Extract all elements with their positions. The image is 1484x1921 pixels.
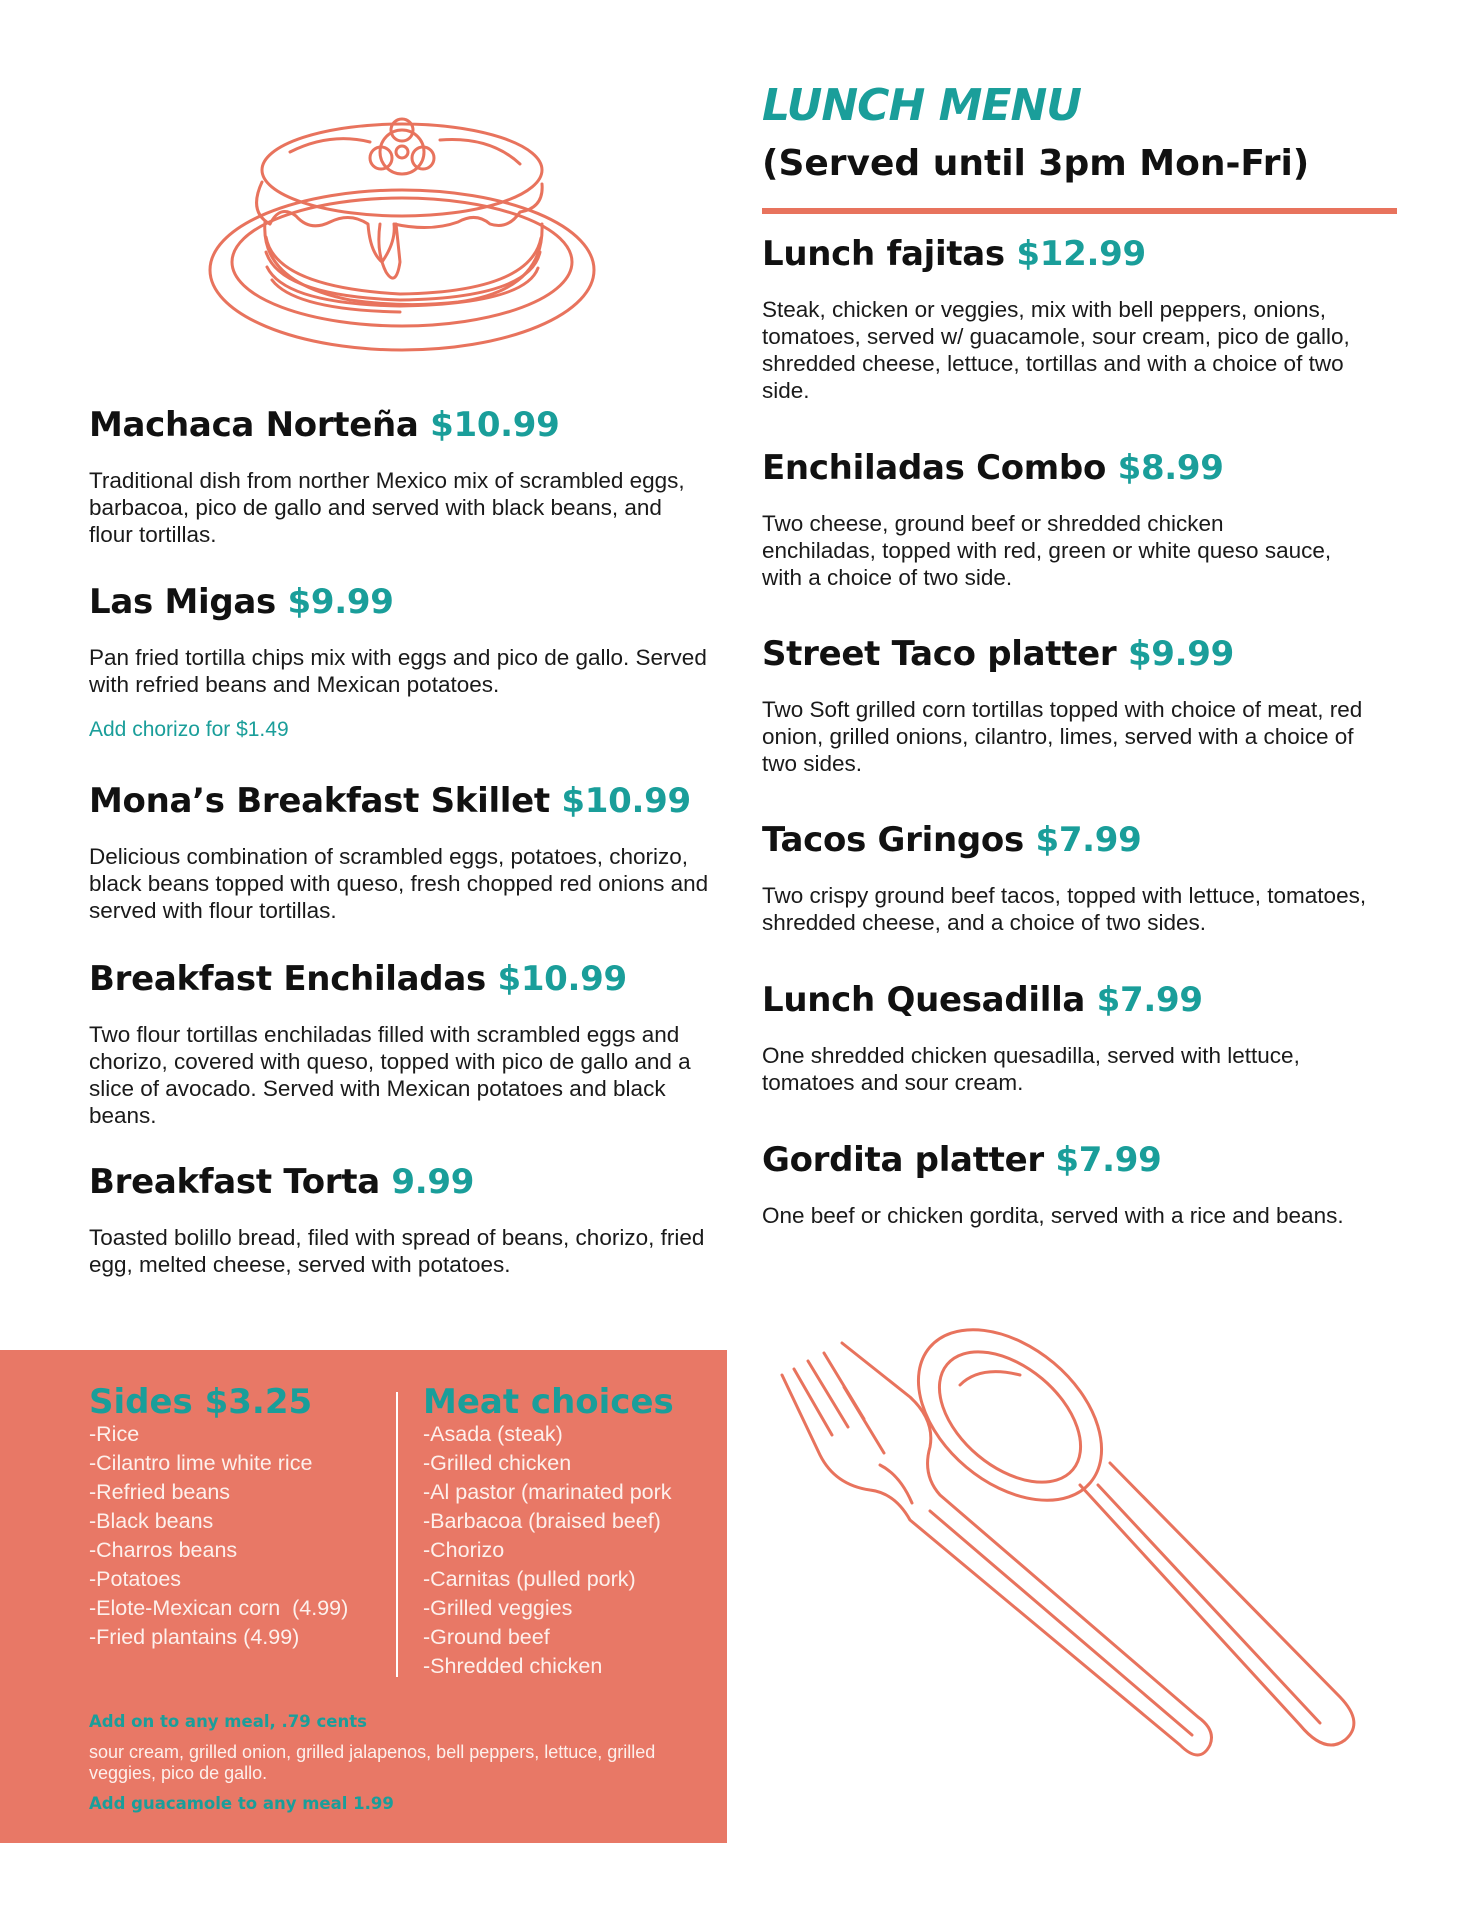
breakfast-item-skillet	[89, 781, 729, 924]
lunch-item-quesadilla	[762, 980, 1402, 1096]
list-item: -Fried plantains (4.99)	[89, 1625, 300, 1649]
list-item: -Carnitas (pulled pork)	[423, 1567, 636, 1591]
item-price: 9.99	[391, 1162, 475, 1202]
lunch-item-street-taco	[762, 634, 1402, 777]
item-description: Delicious combination of scrambled eggs, potatoes, chorizo, black beans topped with queso, fresh chopped red onions and served with flour tortillas.	[89, 844, 709, 923]
list-item: -Elote-Mexican corn (4.99)	[89, 1596, 349, 1620]
meats-title: Meat choices	[423, 1382, 674, 1422]
item-price: $10.99	[497, 959, 627, 999]
list-item: -Refried beans	[89, 1480, 231, 1504]
item-description: Steak, chicken or veggies, mix with bell peppers, onions, tomatoes, served w/ guacamole, sour cream, pico de gallo, shredded cheese, lettuce, tortillas and with a choice of two side.	[762, 297, 1350, 403]
addons-text: sour cream, grilled onion, grilled jalapenos, bell peppers, lettuce, grilled veggies, pico de gallo.	[89, 1742, 656, 1783]
item-description: Two Soft grilled corn tortillas topped with choice of meat, red onion, grilled onions, cilantro, limes, served with a choice of two sides.	[762, 697, 1363, 776]
pancakes-icon	[200, 112, 605, 362]
lunch-item-tacos-gringos	[762, 820, 1402, 936]
list-item: -Al pastor (marinated pork	[423, 1480, 672, 1504]
sides-panel	[0, 1350, 727, 1843]
item-description: Pan fried tortilla chips mix with eggs and pico de gallo. Served with refried beans and Mexican potatoes.	[89, 645, 707, 697]
item-title: Las Migas $9.99	[89, 582, 394, 622]
item-description: Two cheese, ground beef or shredded chicken enchiladas, topped with red, green or white queso sauce, with a choice of two side.	[762, 511, 1332, 590]
breakfast-item-migas	[89, 582, 719, 742]
list-item: -Cilantro lime white rice	[89, 1451, 313, 1475]
fork-and-spoon-icon	[780, 1325, 1420, 1795]
lunch-item-fajitas	[762, 234, 1402, 404]
list-item: -Rice	[89, 1422, 140, 1446]
item-title: Lunch Quesadilla $7.99	[762, 980, 1203, 1020]
item-description: One beef or chicken gordita, served with a rice and beans.	[762, 1203, 1344, 1228]
list-item: -Potatoes	[89, 1567, 182, 1591]
lunch-menu-heading: LUNCH MENU	[762, 80, 1082, 131]
list-item: -Grilled chicken	[423, 1451, 572, 1475]
sides-title: Sides $3.25	[89, 1382, 313, 1422]
item-title: Enchiladas Combo $8.99	[762, 448, 1224, 488]
meats-list	[423, 1420, 713, 1681]
item-price: $7.99	[1055, 1140, 1162, 1180]
item-description: Toasted bolillo bread, filed with spread of beans, chorizo, fried egg, melted cheese, served with potatoes.	[89, 1225, 705, 1277]
list-item: -Black beans	[89, 1509, 214, 1533]
item-description: Traditional dish from norther Mexico mix of scrambled eggs, barbacoa, pico de gallo and served with black beans, and flour tortillas.	[89, 468, 685, 547]
item-price: $10.99	[430, 405, 560, 445]
heading-divider	[762, 208, 1397, 214]
item-title: Mona’s Breakfast Skillet $10.99	[89, 781, 691, 821]
list-item: -Asada (steak)	[423, 1422, 563, 1446]
item-price: $12.99	[1016, 234, 1146, 274]
addon-note: Add chorizo for $1.49	[89, 718, 289, 741]
item-title: Breakfast Enchiladas $10.99	[89, 959, 627, 999]
breakfast-item-torta	[89, 1162, 729, 1278]
item-title: Street Taco platter $9.99	[762, 634, 1234, 674]
item-description: Two flour tortillas enchiladas filled with scrambled eggs and chorizo, covered with queso, topped with pico de gallo and a slice of avocado. Served with Mexican potatoes and black beans.	[89, 1022, 691, 1128]
list-item: -Shredded chicken	[423, 1654, 603, 1678]
list-item: -Ground beef	[423, 1625, 550, 1649]
item-price: $7.99	[1096, 980, 1203, 1020]
column-divider	[396, 1392, 398, 1677]
item-title: Gordita platter $7.99	[762, 1140, 1162, 1180]
item-description: Two crispy ground beef tacos, topped with lettuce, tomatoes, shredded cheese, and a choice of two sides.	[762, 883, 1367, 935]
item-title: Lunch fajitas $12.99	[762, 234, 1146, 274]
lunch-menu-subheading: (Served until 3pm Mon-Fri)	[762, 143, 1310, 184]
breakfast-item-machaca	[89, 405, 719, 548]
sides-column	[89, 1382, 389, 1652]
item-title: Tacos Gringos $7.99	[762, 820, 1142, 860]
lunch-item-gordita	[762, 1140, 1402, 1229]
addons-heading: Add on to any meal, .79 cents	[89, 1712, 367, 1731]
item-price: $9.99	[287, 582, 394, 622]
item-price: $8.99	[1117, 448, 1224, 488]
breakfast-item-enchiladas	[89, 959, 729, 1129]
item-title: Machaca Norteña $10.99	[89, 405, 560, 445]
sides-list	[89, 1420, 389, 1652]
item-price: $9.99	[1127, 634, 1234, 674]
item-title: Breakfast Torta 9.99	[89, 1162, 475, 1202]
list-item: -Barbacoa (braised beef)	[423, 1509, 661, 1533]
guacamole-note: Add guacamole to any meal 1.99	[89, 1794, 394, 1813]
list-item: -Chorizo	[423, 1538, 505, 1562]
meats-column	[423, 1382, 713, 1681]
list-item: -Grilled veggies	[423, 1596, 573, 1620]
list-item: -Charros beans	[89, 1538, 238, 1562]
item-price: $7.99	[1035, 820, 1142, 860]
item-price: $10.99	[561, 781, 691, 821]
lunch-item-enchiladas-combo	[762, 448, 1402, 591]
item-description: One shredded chicken quesadilla, served with lettuce, tomatoes and sour cream.	[762, 1043, 1300, 1095]
